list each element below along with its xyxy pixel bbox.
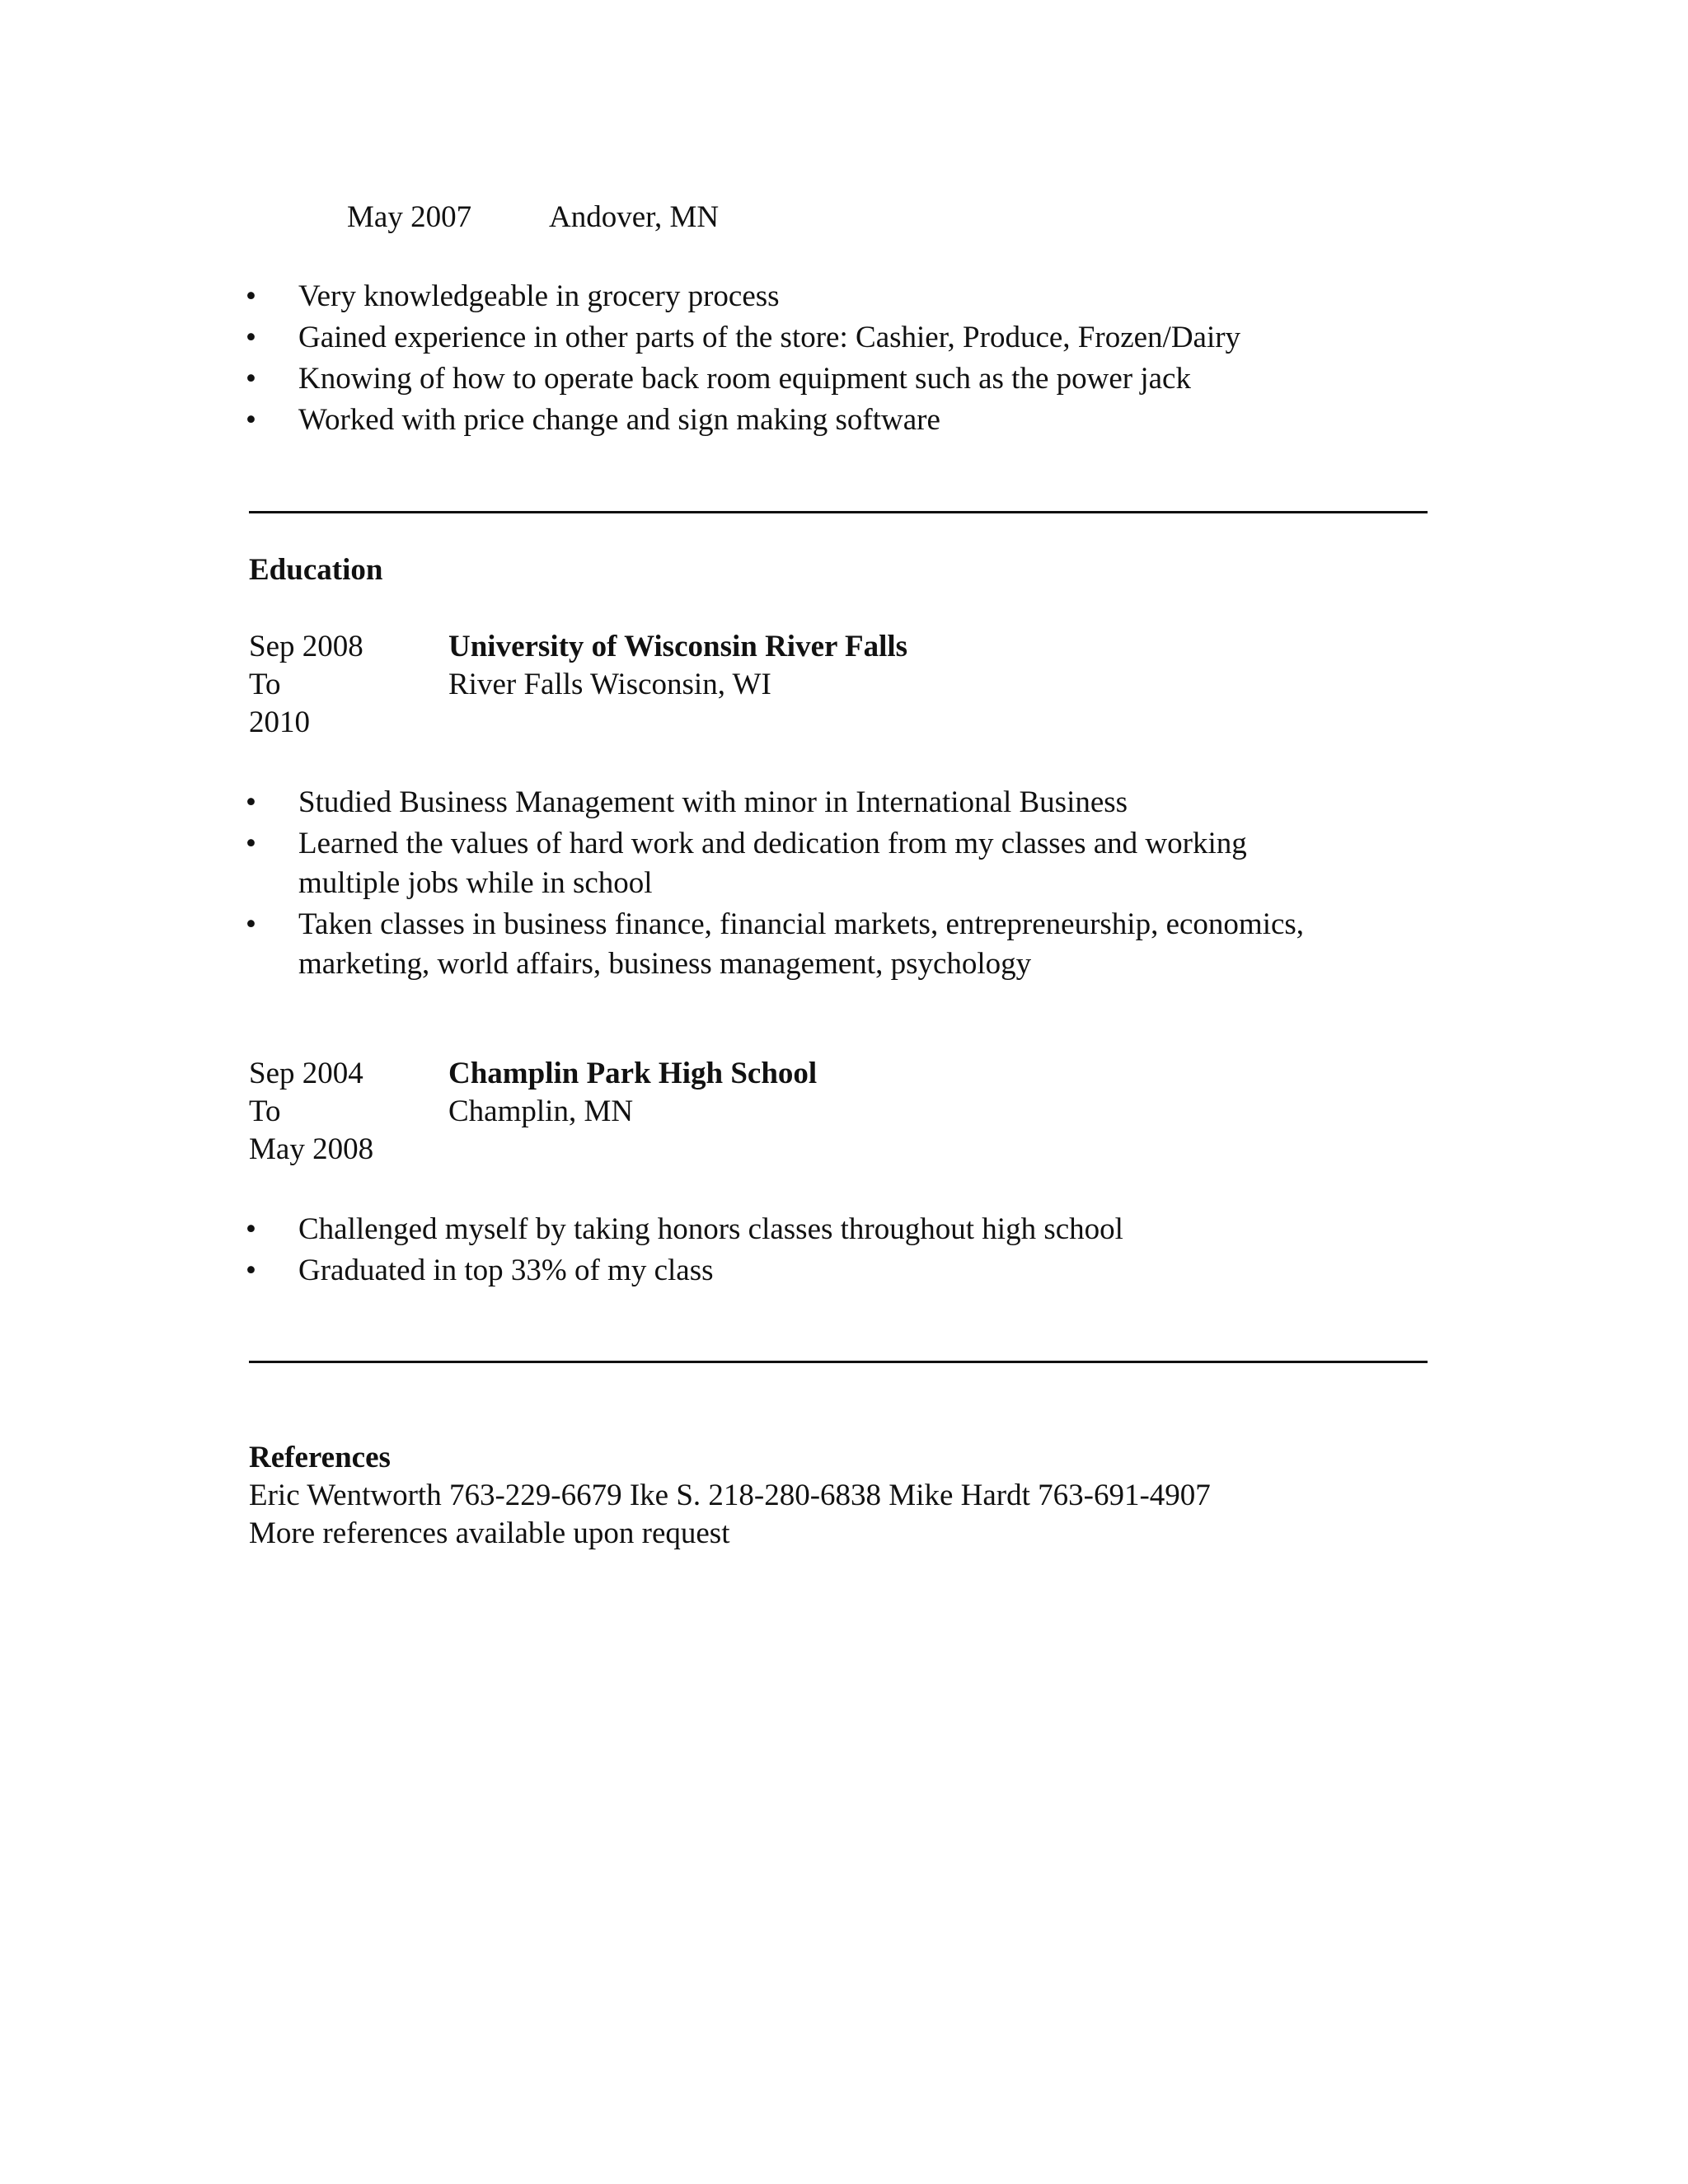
- list-item: [0, 783, 1434, 823]
- education-heading: Education: [249, 553, 383, 587]
- edu-1-date-to: To: [249, 668, 281, 701]
- list-item: [0, 318, 1434, 358]
- section-divider: [249, 1361, 1428, 1363]
- edu-2-bullet-list: [0, 1210, 1434, 1291]
- list-item: [0, 1210, 1434, 1249]
- edu-2-date-end: May 2008: [249, 1132, 374, 1166]
- list-item: [0, 905, 1434, 984]
- edu-1-date-end: 2010: [249, 705, 310, 739]
- section-divider: [249, 511, 1428, 513]
- bullet-icon: •: [246, 907, 256, 941]
- bullet-text: Challenged myself by taking honors classes throughout high school: [298, 1212, 1123, 1246]
- job-bullet-list: [0, 277, 1434, 440]
- bullet-text-continued: multiple jobs while in school: [298, 866, 653, 900]
- list-item: [0, 359, 1434, 399]
- edu-2-date-to: To: [249, 1094, 281, 1128]
- edu-1-bullet-list: [0, 783, 1434, 984]
- edu-2-location: Champlin, MN: [448, 1094, 634, 1128]
- list-item: [0, 824, 1434, 903]
- list-item: [0, 401, 1434, 440]
- bullet-text: Worked with price change and sign making software: [298, 403, 940, 437]
- references-heading: References: [249, 1441, 391, 1474]
- bullet-text: Very knowledgeable in grocery process: [298, 279, 780, 313]
- bullet-text: Studied Business Management with minor in International Business: [298, 785, 1128, 819]
- bullet-text: Knowing of how to operate back room equipment such as the power jack: [298, 362, 1191, 396]
- list-item: [0, 1251, 1434, 1291]
- edu-1-location: River Falls Wisconsin, WI: [448, 668, 771, 701]
- edu-2-school: Champlin Park High School: [448, 1057, 818, 1090]
- bullet-icon: •: [246, 279, 256, 313]
- bullet-icon: •: [246, 1254, 256, 1287]
- edu-1-school: University of Wisconsin River Falls: [448, 630, 908, 663]
- bullet-text-continued: marketing, world affairs, business management, psychology: [298, 947, 1032, 981]
- job-date: May 2007: [347, 200, 472, 234]
- job-location: Andover, MN: [549, 200, 720, 234]
- bullet-icon: •: [246, 403, 256, 437]
- bullet-icon: •: [246, 785, 256, 819]
- bullet-text: Taken classes in business finance, financial markets, entrepreneurship, economics,: [298, 907, 1305, 941]
- bullet-text: Learned the values of hard work and dedication from my classes and working: [298, 827, 1247, 860]
- bullet-icon: •: [246, 827, 256, 860]
- bullet-icon: •: [246, 321, 256, 354]
- bullet-icon: •: [246, 1212, 256, 1246]
- references-note: More references available upon request: [249, 1516, 730, 1550]
- bullet-icon: •: [246, 362, 256, 396]
- references-contacts: Eric Wentworth 763-229-6679 Ike S. 218-280-6838 Mike Hardt 763-691-4907: [249, 1479, 1211, 1512]
- bullet-text: Graduated in top 33% of my class: [298, 1254, 714, 1287]
- edu-2-date-start: Sep 2004: [249, 1057, 363, 1090]
- edu-1-date-start: Sep 2008: [249, 630, 363, 663]
- list-item: [0, 277, 1434, 316]
- bullet-text: Gained experience in other parts of the store: Cashier, Produce, Frozen/Dairy: [298, 321, 1241, 354]
